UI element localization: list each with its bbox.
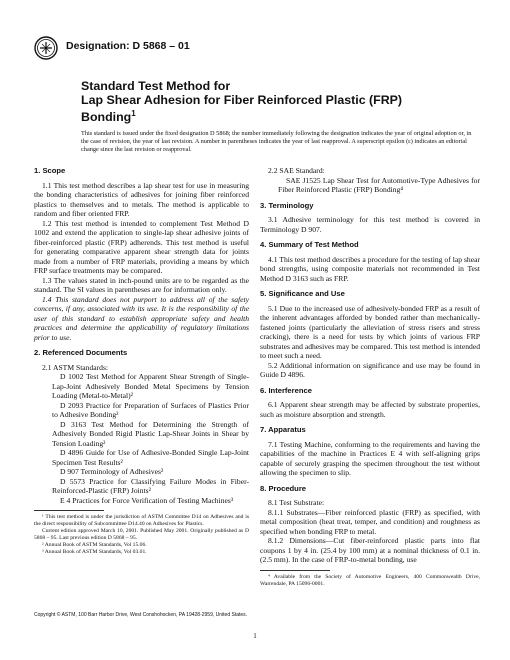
section-heading: 6. Interference	[260, 385, 312, 395]
section-heading: 7. Apparatus	[260, 425, 306, 434]
reference-item: D 4896 Guide for Use of Adhesive-Bonded Single Lap-Joint Specimen Test Results²	[52, 448, 249, 467]
section-heading: 1. Scope	[34, 166, 66, 175]
document-title	[81, 80, 481, 125]
footnote: ¹ This test method is under the jurisdiction of ASTM Committee D14 on Adhesives and is the direct responsibility of Subcommittee D14.40 on Adhesives for Plastics.	[34, 514, 249, 527]
footnote: ³ Annual Book of ASTM Standards, Vol 03.01.	[42, 549, 147, 555]
paragraph: 1.1 This test method describes a lap shear test for use in measuring the bonding characteristics of adhesives for joining fiber reinforced plastics to themselves and to metals. The method is applicable to random and fiber oriented FRP.	[34, 180, 249, 218]
section-heading: 2. Referenced Documents	[34, 348, 128, 357]
paragraph: 3.1 Adhesive terminology for this test method is covered in Terminology D 907.	[260, 215, 480, 234]
section-heading: 8. Procedure	[260, 483, 307, 493]
designation: Designation: D 5868 – 01	[66, 40, 190, 52]
footnote: ⁴ Available from the Society of Automotive Engineers, 400 Commonwealth Drive, Warrendale, PA 15096-0001.	[260, 573, 480, 587]
section-heading: 3. Terminology	[260, 200, 314, 210]
paragraph: 5.2 Additional information on significance and use may be found in Guide D 4896.	[260, 360, 480, 379]
copyright-line: Copyright © ASTM, 100 Barr Harbor Drive, West Conshohocken, PA 19428-2959, United States.	[34, 612, 248, 618]
title-line-2: Lap Shear Adhesion for Fiber Reinforced Plastic (FRP)	[81, 92, 403, 107]
reference-item: D 2093 Practice for Preparation of Surfaces of Plastics Prior to Adhesive Bonding²	[52, 400, 249, 419]
title-line-3: Bonding$^1$	[81, 109, 136, 125]
title-line-1: Standard Test Method for	[81, 79, 231, 93]
footnote: Current edition approved March 10, 2001. Published May 2001. Originally published as D 5868 – 95. Last previous edition D 5868 – 95.	[34, 528, 249, 541]
issuance-notice: This standard is issued under the fixed designation D 5868; the number immediately following the designation indicates the year of original adoption or, in the case of revision, the year of last revision. A number in parentheses indicates the year of last reapproval. A superscript epsilon (ε) indicates an editorial change since the last revision or reapproval.	[81, 130, 472, 153]
left-column	[34, 166, 249, 556]
reference-item: D 3163 Test Method for Determining the Strength of Adhesively Bonded Rigid Plastic Lap-Shear Joints in Shear by Tension Loading²	[52, 419, 249, 448]
right-column	[260, 166, 480, 588]
paragraph: 2.2 SAE Standard:	[268, 166, 325, 175]
paragraph: 8.1.1 Substrates—Fiber reinforced plastic (FRP) as specified, with metal composition (heat treat, temper, and condition) and roughness as specified when bonding FRP to metal.	[260, 507, 480, 536]
paragraph: 7.1 Testing Machine, conforming to the requirements and having the capabilities of the machine in Practices E 4 with self-aligning grips capable of securely grasping the specimen throughout the test without allowing the specimen to slip.	[260, 439, 480, 477]
footnote-divider	[260, 570, 330, 571]
paragraph: 8.1.2 Dimensions—Cut fiber-reinforced plastic parts into flat coupons 1 by 4 in. (25.4 by 100 mm) at a nominal thickness of 0.1 in. (2.5 mm). In the case of FRP-to-metal bonding, use	[260, 536, 480, 564]
reference-item: D 5573 Practice for Classifying Failure Modes in Fiber-Reinforced-Plastic (FRP) Joints²	[52, 476, 249, 495]
paragraph: 1.2 This test method is intended to complement Test Method D 1002 and extend the application to single-lap shear adhesive joints of fiber-reinforced plastic (FRP) adherends. This test method is useful for generating comparative apparent shear strength data for joints made from a number of FRP materials, providing a means by which FRP surface treatments may be compared.	[34, 218, 249, 275]
astm-logo-icon	[34, 36, 58, 60]
section-heading: 5. Significance and Use	[260, 289, 345, 298]
paragraph: 5.1 Due to the increased use of adhesively-bonded FRP as a result of the inherent advantages afforded by bonded rather than mechanically-fastened joints (particularly the alleviation of stress risers and stress cracking), there is a need for tests by which joints of various FRP substrates and adhesives may be compared. This test method is intended to meet such a need.	[260, 303, 480, 360]
reference-item: D 907 Terminology of Adhesives²	[60, 467, 164, 476]
paragraph: 4.1 This test method describes a procedure for the testing of lap shear bond strengths, using composite materials not recommended in Test Method D 3163 such as FRP.	[260, 254, 480, 283]
paragraph: 6.1 Apparent shear strength may be affected by substrate properties, such as moisture absorption and strength.	[260, 400, 480, 419]
reference-item: D 1002 Test Method for Apparent Shear Strength of Single-Lap-Joint Adhesively Bonded Metal Specimens by Tension Loading (Metal-to-Metal)²	[52, 372, 249, 400]
section-heading: 4. Summary of Test Method	[260, 240, 359, 249]
safety-paragraph: 1.4 This standard does not purport to address all of the safety concerns, if any, associated with its use. It is the responsibility of the user of this standard to establish appropriate safety and health practices and determine the applicability of regulatory limitations prior to use.	[34, 294, 249, 342]
page-number: 1	[253, 632, 257, 640]
paragraph: 8.1 Test Substrate:	[268, 498, 325, 507]
reference-item: E 4 Practices for Force Verification of Testing Machines³	[60, 495, 234, 505]
reference-item: SAE J1525 Lap Shear Test for Automotive-Type Adhesives for Fiber Reinforced Plastic (FRP) Bonding⁴	[278, 175, 480, 194]
title-footnote-mark: 1	[131, 109, 136, 118]
paragraph: 2.1 ASTM Standards:	[42, 362, 109, 372]
paragraph: 1.3 The values stated in inch-pound units are to be regarded as the standard. The SI values in parentheses are for information only.	[34, 275, 249, 294]
footnote: ² Annual Book of ASTM Standards, Vol 15.06.	[42, 542, 147, 548]
footnote-divider	[34, 510, 104, 511]
